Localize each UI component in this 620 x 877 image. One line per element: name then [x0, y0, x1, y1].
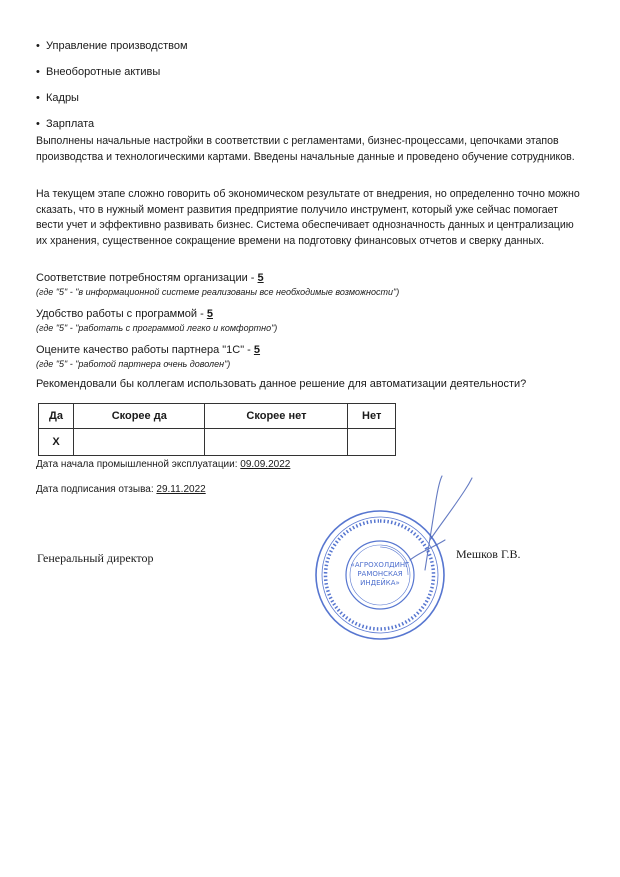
bullet-text: Зарплата [46, 118, 95, 130]
rating-note: (где "5" - "работой партнера очень доволен") [36, 359, 231, 369]
start-date-label: Дата начала промышленной эксплуатации: [36, 459, 241, 470]
rating-label: Соответствие потребностям организации - [36, 272, 258, 284]
bullet-text: Кадры [46, 92, 79, 104]
header-rather-yes: Скорее да [74, 404, 205, 429]
start-date-value: 09.09.2022 [240, 459, 291, 470]
bullet-dot-icon: • [36, 66, 40, 78]
start-date-line [36, 459, 290, 470]
bullet-item [36, 40, 188, 52]
bullet-text: Управление производством [46, 40, 188, 52]
seal-text-line: РАМОНСКАЯ [357, 570, 403, 578]
sign-date-label: Дата подписания отзыва: [36, 484, 157, 495]
bullet-text: Внеоборотные активы [46, 66, 161, 78]
header-rather-no: Скорее нет [205, 404, 348, 429]
rating-value: 5 [253, 344, 261, 356]
signatory-title: Генеральный директор [37, 551, 154, 565]
rating-value: 5 [206, 308, 213, 320]
rating-label: Оцените качество работы партнера "1С" - [36, 344, 254, 356]
rating-note: (где "5" - "работать с программой легко и комфортно") [36, 323, 278, 333]
mark-yes: X [39, 429, 74, 456]
sign-date-line [36, 484, 206, 495]
table-header-row [39, 404, 396, 429]
recommendation-question: Рекомендовали бы коллегам использовать данное решение для автоматизации деятельности? [36, 378, 527, 390]
rating-partner [36, 344, 260, 356]
seal-text-line: ИНДЕЙКА» [360, 579, 400, 587]
mark-rather-yes [74, 429, 205, 456]
sign-date-value: 29.11.2022 [156, 484, 206, 495]
rating-requirements [36, 272, 264, 284]
rating-note: (где "5" - "в информационной системе реализованы все необходимые возможности") [36, 287, 400, 297]
bullet-dot-icon: • [36, 40, 40, 52]
bullet-item [36, 92, 79, 104]
rating-usability [36, 308, 213, 320]
bullet-item [36, 118, 94, 130]
table-row [39, 429, 396, 456]
header-yes: Да [39, 404, 74, 429]
rating-label: Удобство работы с программой - [36, 308, 207, 320]
bullet-dot-icon: • [36, 118, 40, 130]
signature-icon [370, 470, 480, 580]
signatory-name: Мешков Г.В. [456, 547, 521, 561]
recommendation-table [38, 403, 396, 456]
paragraph-results: Выполнены начальные настройки в соответствии с регламентами, бизнес-процессами, цепочками этапов производства и технологическими картами. Введены начальные данные и проведено обучение сотрудников. [36, 135, 575, 163]
mark-rather-no [205, 429, 348, 456]
bullet-item [36, 66, 160, 78]
seal-text-line: «АГРОХОЛДИНГ [350, 561, 410, 569]
rating-value: 5 [257, 272, 264, 284]
header-no: Нет [348, 404, 396, 429]
paragraph-effect: На текущем этапе сложно говорить об экономическом результате от внедрения, но определенно точно можно сказать, что в нужный момент развития предприятие получило инструмент, который уже сейчас помогает вести учет и эффективно развивать бизнес. Система обеспечивает однозначность данных и централизацию их хранения, существенное сокращение времени на подготовку финансовых отчетов и сверку данных. [36, 188, 580, 247]
bullet-dot-icon: • [36, 92, 40, 104]
mark-no [348, 429, 396, 456]
